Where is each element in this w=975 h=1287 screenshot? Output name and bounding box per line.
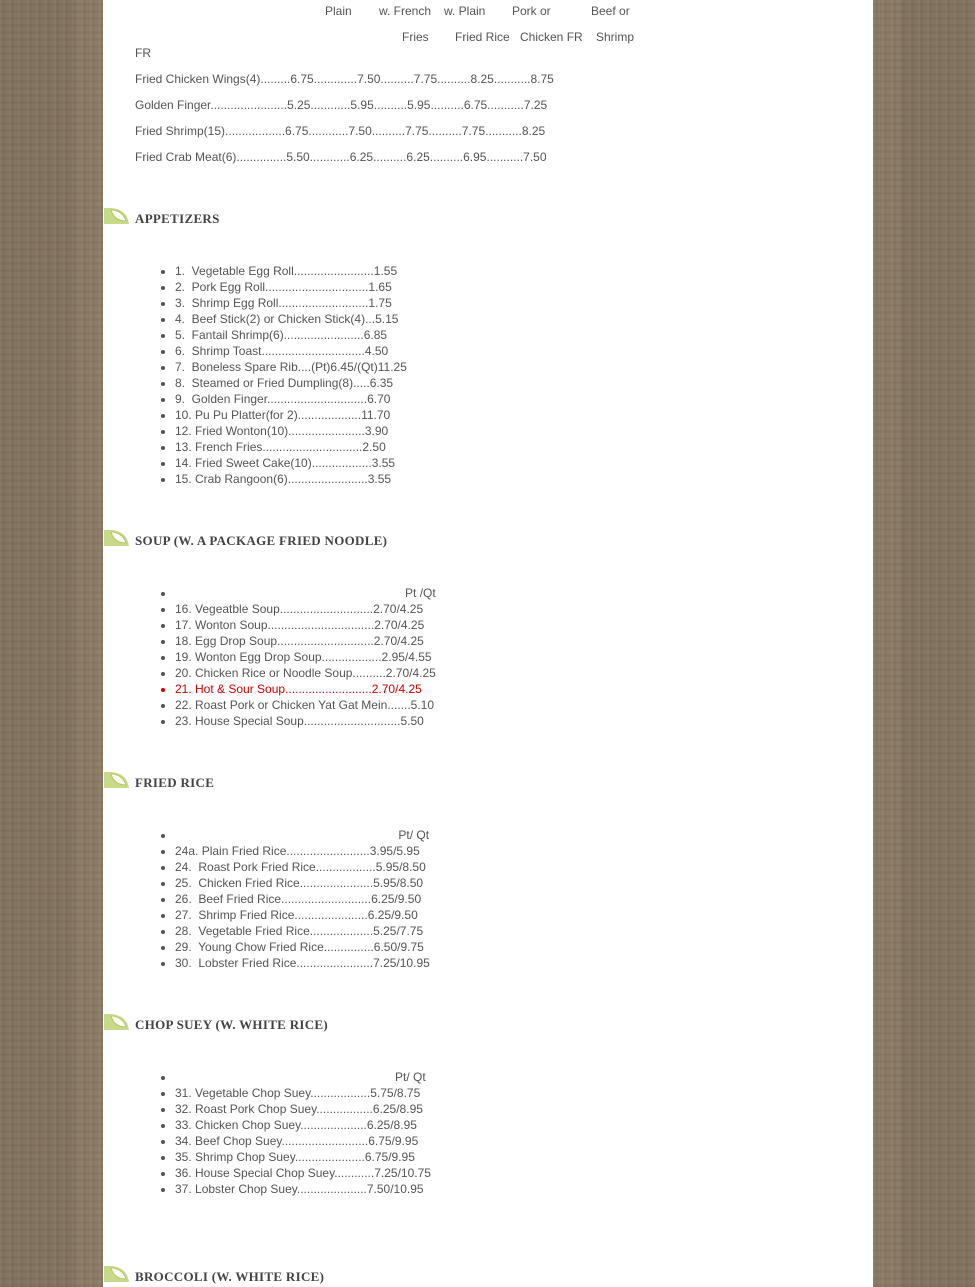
soup-list <box>155 585 436 729</box>
leaf-bullet-icon <box>104 770 130 790</box>
menu-item: • 9. Golden Finger..............................6.70 <box>175 391 407 407</box>
menu-item: • 27. Shrimp Fried Rice......................6.25/9.50 <box>175 907 430 923</box>
menu-item: • 1. Vegetable Egg Roll........................1.55 <box>175 263 407 279</box>
menu-item: • 33. Chicken Chop Suey....................6.25/8.95 <box>175 1117 431 1133</box>
right-background <box>900 0 975 1287</box>
menu-item: • 20. Chicken Rice or Noodle Soup..........2.70/4.25 <box>175 665 436 681</box>
menu-item: • 19. Wonton Egg Drop Soup..................2.95/4.55 <box>175 649 436 665</box>
menu-item: • 37. Lobster Chop Suey.....................7.50/10.95 <box>175 1181 431 1197</box>
menu-item: • 22. Roast Pork or Chicken Yat Gat Mein.......5.10 <box>175 697 436 713</box>
appetizers-list <box>155 263 407 487</box>
menu-item: • 30. Lobster Fried Rice.......................7.25/10.95 <box>175 955 430 971</box>
section-title-fried-rice: FRIED RICE <box>135 775 215 790</box>
combo-header-fries: Fries <box>402 30 429 44</box>
combo-header-french: w. French <box>379 4 432 18</box>
menu-item: • 25. Chicken Fried Rice......................5.95/8.50 <box>175 875 430 891</box>
price-column-header: • Pt/ Qt <box>175 1069 431 1085</box>
combo-header-shrimp: Shrimp <box>596 30 635 44</box>
menu-item: • 10. Pu Pu Platter(for 2)...................11.70 <box>175 407 407 423</box>
leaf-bullet-icon <box>104 1264 130 1284</box>
leaf-bullet-icon <box>104 206 130 226</box>
chop-suey-list <box>155 1069 431 1197</box>
menu-item: • 36. House Special Chop Suey............7.25/10.75 <box>175 1165 431 1181</box>
leaf-bullet-icon <box>104 528 130 548</box>
menu-item: • 7. Boneless Spare Rib....(Pt)6.45/(Qt)11.25 <box>175 359 407 375</box>
menu-item: • 18. Egg Drop Soup.............................2.70/4.25 <box>175 633 436 649</box>
section-title-soup: SOUP (W. A PACKAGE FRIED NOODLE) <box>135 533 388 548</box>
menu-item: • 5. Fantail Shrimp(6)........................6.85 <box>175 327 407 343</box>
combo-row: Fried Shrimp(15)..................6.75............7.50..........7.75..........7.75...........8.25 <box>135 124 546 138</box>
combo-row: Fried Chicken Wings(4).........6.75.............7.50..........7.75..........8.25...........8.75 <box>135 72 554 86</box>
combo-header-fr: FR <box>135 46 151 60</box>
section-title-chop-suey: CHOP SUEY (W. WHITE RICE) <box>135 1017 329 1032</box>
menu-item: • 3. Shrimp Egg Roll...........................1.75 <box>175 295 407 311</box>
combo-row: Golden Finger.......................5.25............5.95..........5.95..........6.75...........7.25 <box>135 98 548 112</box>
combo-header-beef: Beef or <box>591 4 630 18</box>
left-background <box>0 0 75 1287</box>
fried-rice-list <box>155 827 430 971</box>
menu-item: • 15. Crab Rangoon(6)........................3.55 <box>175 471 407 487</box>
menu-item: • 16. Vegeatble Soup............................2.70/4.25 <box>175 601 436 617</box>
menu-item: • 8. Steamed or Fried Dumpling(8).....6.35 <box>175 375 407 391</box>
menu-item: • 31. Vegetable Chop Suey..................5.75/8.75 <box>175 1085 431 1101</box>
menu-item: • 2. Pork Egg Roll...............................1.65 <box>175 279 407 295</box>
price-column-header: • Pt /Qt <box>175 585 436 601</box>
menu-item: • 35. Shrimp Chop Suey.....................6.75/9.95 <box>175 1149 431 1165</box>
combo-header-plain: Plain <box>325 4 352 18</box>
combo-header-chicken-fr: Chicken FR <box>520 30 583 44</box>
menu-item: • 23. House Special Soup.............................5.50 <box>175 713 436 729</box>
menu-item: • 28. Vegetable Fried Rice...................5.25/7.75 <box>175 923 430 939</box>
combo-header-fried-rice: Fried Rice <box>455 30 510 44</box>
menu-item: • 14. Fried Sweet Cake(10)..................3.55 <box>175 455 407 471</box>
menu-item: • 17. Wonton Soup................................2.70/4.25 <box>175 617 436 633</box>
price-column-header: • Pt/ Qt <box>175 827 430 843</box>
menu-item: • 24a. Plain Fried Rice.........................3.95/5.95 <box>175 843 430 859</box>
menu-item: • 12. Fried Wonton(10).......................3.90 <box>175 423 407 439</box>
menu-item: • 29. Young Chow Fried Rice...............6.50/9.75 <box>175 939 430 955</box>
menu-item: • 4. Beef Stick(2) or Chicken Stick(4)...5.15 <box>175 311 407 327</box>
leaf-bullet-icon <box>104 1012 130 1032</box>
section-title-broccoli: BROCCOLI (W. WHITE RICE) <box>135 1269 325 1284</box>
combo-row: Fried Crab Meat(6)...............5.50............6.25..........6.25..........6.95...........7.50 <box>135 150 547 164</box>
menu-item: • 21. Hot & Sour Soup..........................2.70/4.25 <box>175 681 436 697</box>
menu-item: • 26. Beef Fried Rice...........................6.25/9.50 <box>175 891 430 907</box>
menu-item: • 24. Roast Pork Fried Rice..................5.95/8.50 <box>175 859 430 875</box>
combo-header-pork: Pork or <box>512 4 551 18</box>
menu-item: • 34. Beef Chop Suey..........................6.75/9.95 <box>175 1133 431 1149</box>
menu-item: • 13. French Fries..............................2.50 <box>175 439 407 455</box>
section-title-appetizers: APPETIZERS <box>135 211 220 226</box>
combo-header-plain-rice: w. Plain <box>444 4 486 18</box>
menu-item: • 32. Roast Pork Chop Suey.................6.25/8.95 <box>175 1101 431 1117</box>
menu-item: • 6. Shrimp Toast...............................4.50 <box>175 343 407 359</box>
menu-page <box>103 0 873 1287</box>
